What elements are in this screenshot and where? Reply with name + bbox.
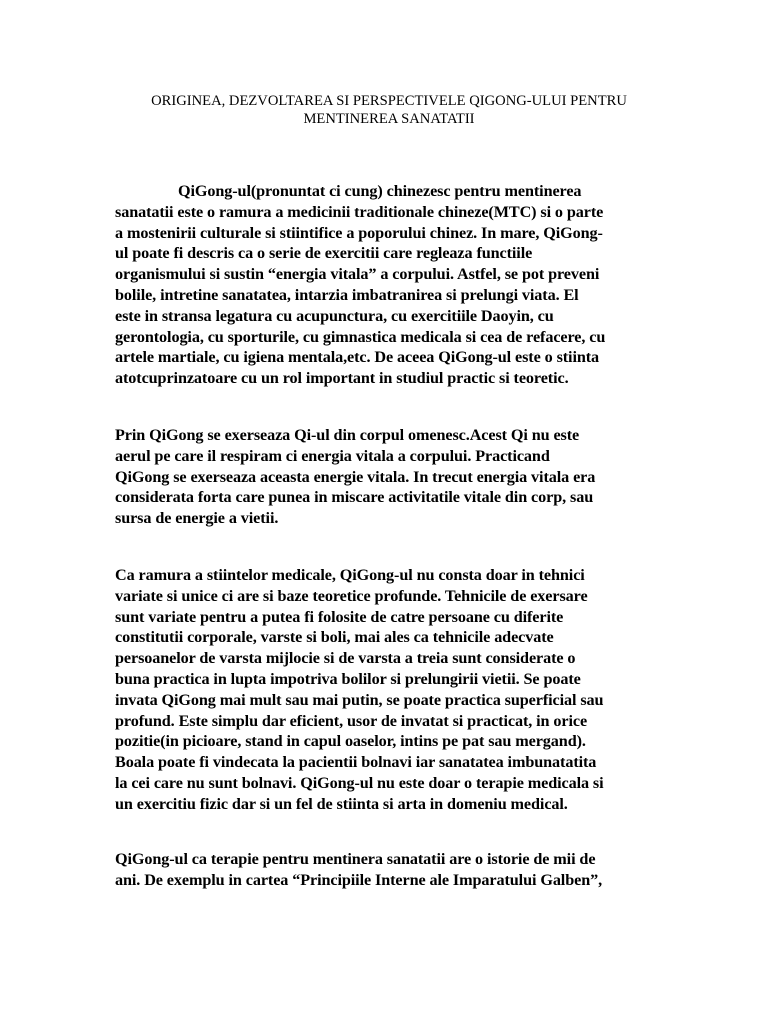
text-line: considerata forta care punea in miscare activitatile vitale din corp, sau xyxy=(115,488,594,507)
paragraph-1 xyxy=(115,181,660,389)
text-line: organismului si sustin “energia vitala” a corpului. Astfel, se pot preveni xyxy=(115,265,600,284)
text-line: ani. De exemplu in cartea “Principiile Interne ale Imparatului Galben”, xyxy=(115,870,603,889)
text-line: QiGong se exerseaza aceasta energie vitala. In trecut energia vitala era xyxy=(115,467,596,486)
text-line: atotcuprinzatoare cu un rol important in studiul practic si teoretic. xyxy=(115,369,569,388)
text-line: pozitie(in picioare, stand in capul oaselor, intins pe pat sau mergand). xyxy=(115,732,586,751)
text-line: Prin QiGong se exerseaza Qi-ul din corpul omenesc.Acest Qi nu este xyxy=(115,426,580,444)
text-line: invata QiGong mai mult sau mai putin, se poate practica superficial sau xyxy=(115,690,604,709)
text-line: QiGong-ul ca terapie pentru mentinera sanatatii are o istorie de mii de xyxy=(115,850,596,868)
text-line: la cei care nu sunt bolnavi. QiGong-ul nu este doar o terapie medicala si xyxy=(115,773,604,792)
text-line: un exercitiu fizic dar si un fel de stiinta si arta in domeniu medical. xyxy=(115,794,568,813)
text-line: ul poate fi descris ca o serie de exercitii care regleaza functiile xyxy=(115,244,533,263)
text-line: variate si unice ci are si baze teoretice profunde. Tehnicile de exersare xyxy=(115,586,588,605)
text-line: Ca ramura a stiintelor medicale, QiGong-ul nu consta doar in tehnici xyxy=(115,566,585,584)
title-line: ORIGINEA, DEZVOLTAREA SI PERSPECTIVELE QIGONG-ULUI PENTRU xyxy=(151,93,627,109)
text-line: QiGong-ul(pronuntat ci cung) chinezesc pentru mentinerea xyxy=(178,182,582,200)
text-line: este in stransa legatura cu acupunctura, cu exercitiile Daoyin, cu xyxy=(115,306,554,325)
text-line: Boala poate fi vindecata la pacientii bolnavi iar sanatatea imbunatatita xyxy=(115,753,597,772)
text-line: sunt variate pentru a putea fi folosite de catre persoane cu diferite xyxy=(115,607,564,626)
paragraph-3 xyxy=(115,565,660,815)
text-line: gerontologia, cu sporturile, cu gimnastica medicala si cea de refacere, cu xyxy=(115,327,606,346)
text-line: bolile, intretine sanatatea, intarzia imbatranirea si prelungi viata. El xyxy=(115,285,579,304)
paragraph-4 xyxy=(115,849,660,891)
text-line: sanatatii este o ramura a medicinii traditionale chineze(MTC) si o parte xyxy=(115,202,604,221)
paragraph-2 xyxy=(115,425,660,529)
text-line: buna practica in lupta impotriva bolilor si prelungirii vietii. Se poate xyxy=(115,669,581,688)
document-title xyxy=(100,93,678,128)
text-line: a mostenirii culturale si stiintifice a poporului chinez. In mare, QiGong- xyxy=(115,223,603,242)
text-line: persoanelor de varsta mijlocie si de varsta a treia sunt considerate o xyxy=(115,649,576,668)
text-line: constitutii corporale, varste si boli, mai ales ca tehnicile adecvate xyxy=(115,628,554,647)
text-line: artele martiale, cu igiena mentala,etc. De aceea QiGong-ul este o stiinta xyxy=(115,348,600,367)
text-line: sursa de energie a vietii. xyxy=(115,509,279,528)
title-line: MENTINEREA SANATATII xyxy=(303,110,475,127)
text-line: aerul pe care il respiram ci energia vitala a corpului. Practicand xyxy=(115,446,550,465)
text-line: profund. Este simplu dar eficient, usor de invatat si practicat, in orice xyxy=(115,711,588,730)
